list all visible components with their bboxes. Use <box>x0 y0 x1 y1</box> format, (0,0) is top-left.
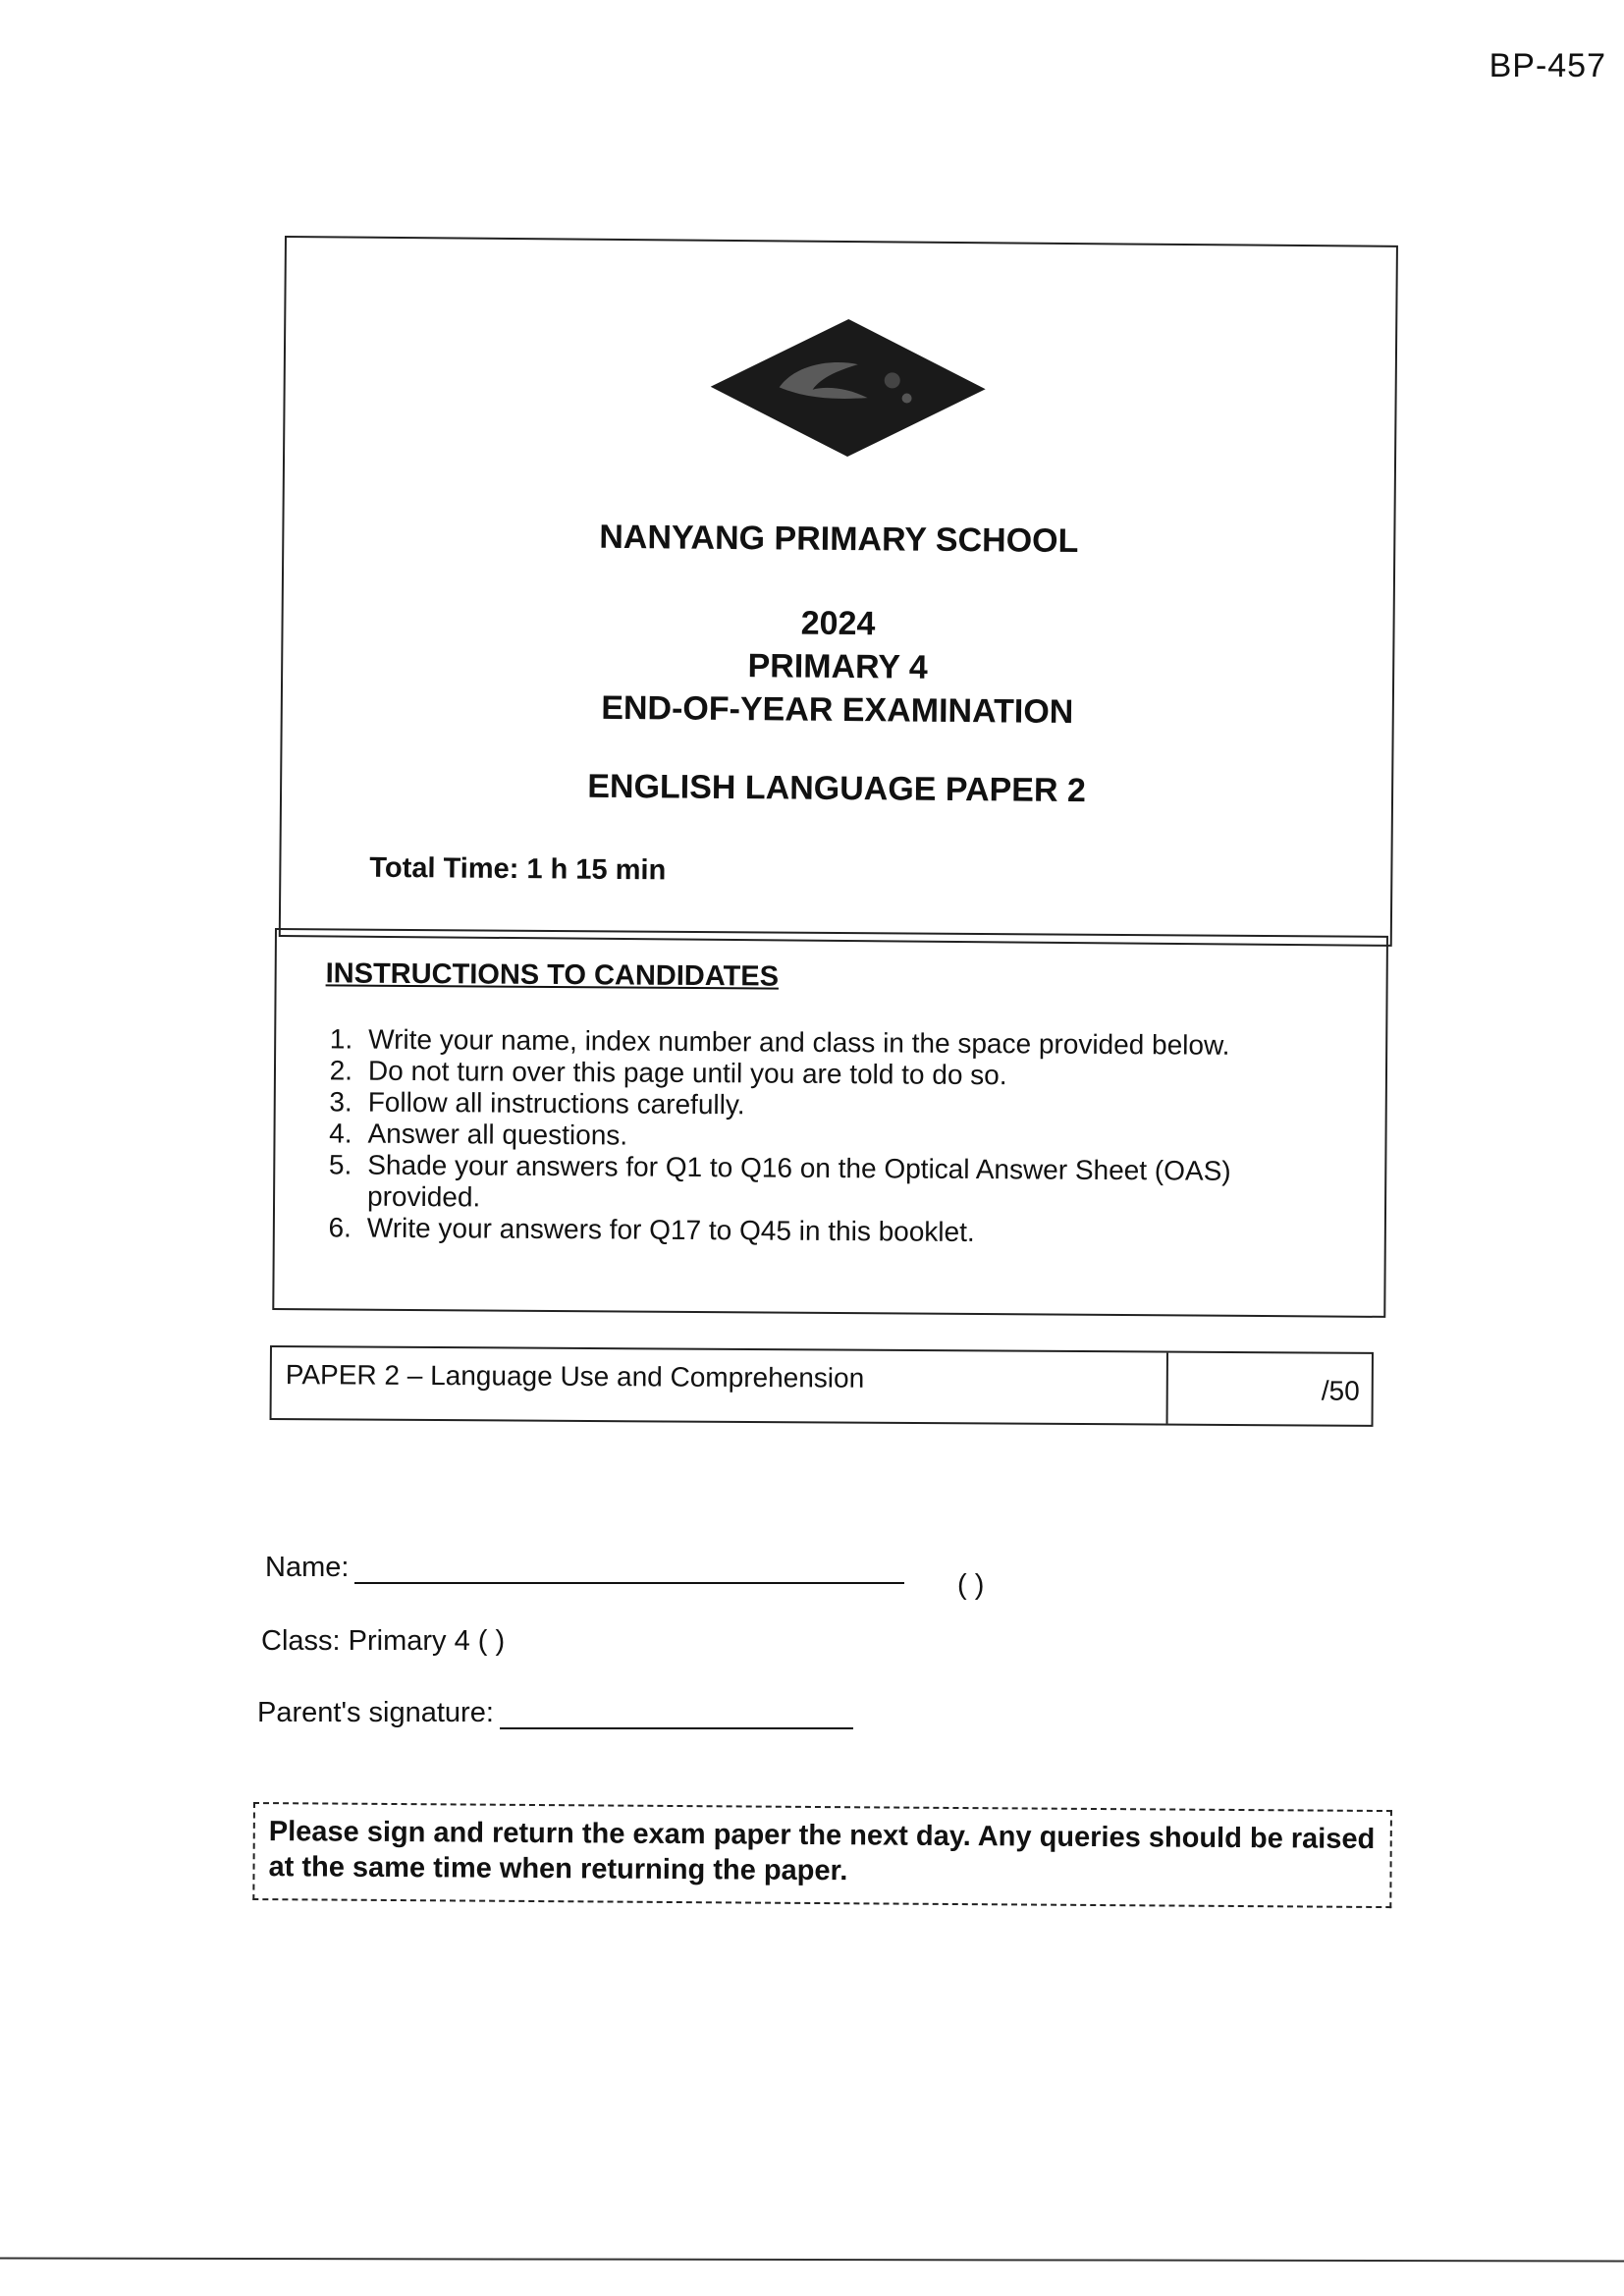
signature-label: Parent's signature: <box>257 1697 494 1728</box>
school-name: NANYANG PRIMARY SCHOOL <box>599 518 1079 561</box>
title-block <box>282 513 1394 815</box>
instructions-box <box>272 928 1388 1318</box>
index-number-parens[interactable]: ( ) <box>957 1569 985 1601</box>
instruction-item: 3. Follow all instructions carefully. <box>329 1086 745 1121</box>
paper-title: ENGLISH LANGUAGE PAPER 2 <box>587 767 1087 810</box>
exam-year: 2024 <box>800 604 876 643</box>
class-label[interactable]: Class: Primary 4 ( ) <box>261 1625 506 1657</box>
score-total: /50 <box>1321 1375 1360 1406</box>
page-code: BP-457 <box>1489 47 1606 84</box>
instructions-list <box>304 1023 1337 1250</box>
name-label: Name: <box>265 1552 350 1583</box>
school-crest-diamond-icon <box>710 318 986 458</box>
bottom-rule <box>0 2258 1624 2263</box>
signature-line[interactable] <box>500 1702 853 1729</box>
instruction-item: 1. Write your name, index number and class in the space provided below. <box>329 1023 1230 1061</box>
cover-box <box>279 236 1398 947</box>
total-time: Total Time: 1 h 15 min <box>369 851 667 887</box>
notice-box: Please sign and return the exam paper the next day. Any queries should be raised at the same time when returning the paper. <box>252 1802 1392 1908</box>
score-table <box>270 1345 1374 1427</box>
exam-name: END-OF-YEAR EXAMINATION <box>601 688 1074 732</box>
instruction-item: 2. Do not turn over this page until you are told to do so. <box>329 1055 1007 1091</box>
signature-field <box>257 1697 853 1729</box>
score-label: PAPER 2 – Language Use and Comprehension <box>272 1347 1168 1424</box>
instruction-item: 5. Shade your answers for Q1 to Q16 on the Optical Answer Sheet (OAS) provided. <box>328 1149 1231 1213</box>
name-field <box>265 1552 904 1584</box>
name-line[interactable] <box>354 1557 904 1584</box>
exam-level: PRIMARY 4 <box>747 647 928 686</box>
instruction-item: 4. Answer all questions. <box>329 1118 628 1151</box>
instructions-heading: INSTRUCTIONS TO CANDIDATES <box>325 957 780 993</box>
instruction-item: 6. Write your answers for Q17 to Q45 in this booklet. <box>328 1212 975 1247</box>
class-field <box>261 1625 505 1658</box>
